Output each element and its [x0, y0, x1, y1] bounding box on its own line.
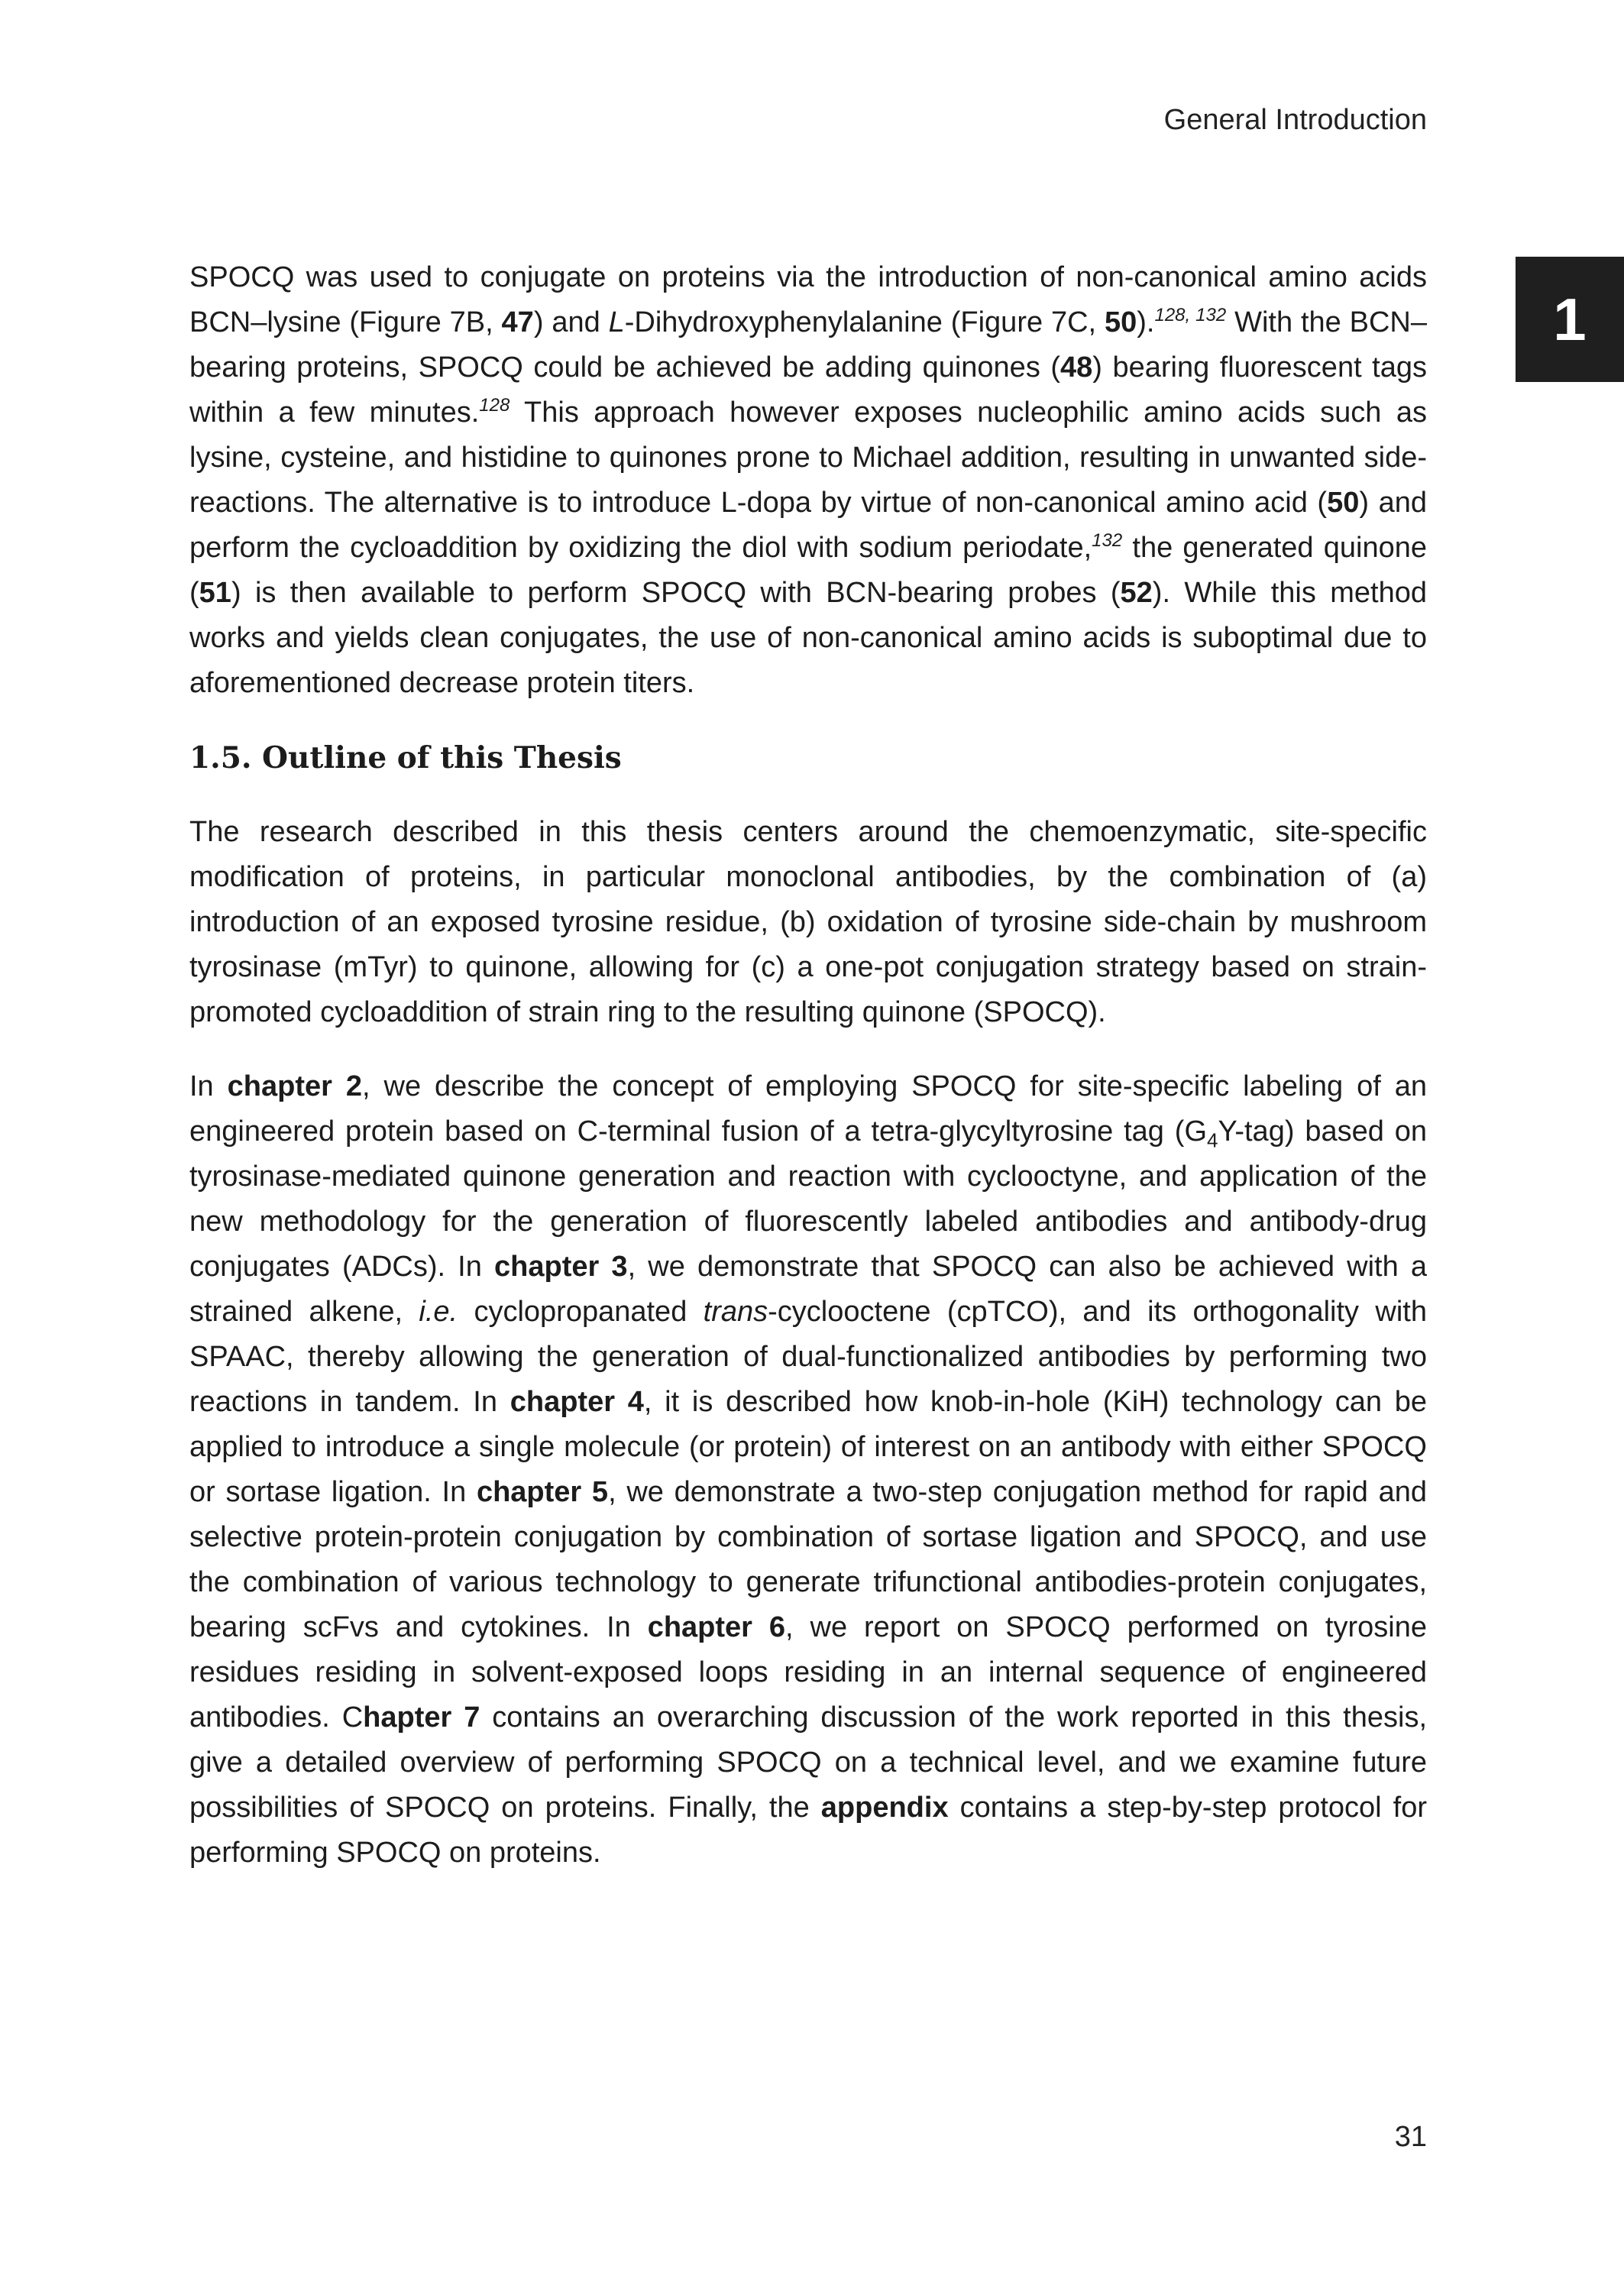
chapter-ref: chapter 6 — [647, 1611, 786, 1643]
compound-ref: 50 — [1327, 487, 1360, 519]
text-run: the generated quinone ( — [189, 532, 1427, 609]
compound-ref: 47 — [501, 306, 534, 338]
text-run: This approach however exposes nucleophilic amino acids such as lysine, cysteine, and histidine to quinones prone to Michael addition, resulting in unwanted side-reactions. The alternative is to introduce L-dopa by virtue of non-canonical amino acid ( — [189, 397, 1427, 519]
text-run: , we describe the concept of employing SPOCQ for site-specific labeling of an engineered protein based on C-terminal fusion of a tetra-glycyltyrosine tag (G — [189, 1070, 1427, 1148]
compound-ref: 50 — [1104, 306, 1137, 338]
chapter-ref: chapter 4 — [510, 1386, 644, 1418]
text-run: , we demonstrate a two-step conjugation method for rapid and selective protein-protein conjugation by combination of sortase ligation and SPOCQ, and use the combination of various technology to generate trifunctional antibodies-protein conjugates, bearing scFvs and cytokines. In — [189, 1476, 1427, 1643]
text-run: ) is then available to perform SPOCQ with BCN-bearing probes ( — [231, 577, 1121, 609]
citation: 128, 132 — [1154, 305, 1227, 325]
text-run: ) and perform the cycloaddition by oxidizing the diol with sodium periodate, — [189, 487, 1427, 564]
running-header: General Introduction — [1163, 104, 1427, 136]
chapter-ref: hapter 7 — [363, 1701, 480, 1734]
text-run: -cyclooctene (cpTCO), and its orthogonality with SPAAC, thereby allowing the generation of dual-functionalized antibodies by performing two reactions in tandem. In — [189, 1296, 1427, 1418]
chapter-ref: chapter 3 — [494, 1251, 628, 1283]
chapter-ref: chapter 5 — [476, 1476, 609, 1508]
text-run: -Dihydroxyphenylalanine (Figure 7C, — [624, 306, 1105, 338]
text-run: ). — [1137, 306, 1155, 338]
intro-paragraph — [189, 255, 1427, 706]
text-run: ) and — [533, 306, 609, 338]
text-run: , we report on SPOCQ performed on tyrosine residues residing in solvent-exposed loops residing in an internal sequence of engineered antibodies. C — [189, 1611, 1427, 1734]
italic-run: i.e. — [419, 1296, 458, 1328]
italic-run: L — [608, 306, 625, 338]
subscript: 4 — [1207, 1128, 1218, 1152]
research-paragraph: The research described in this thesis centers around the chemoenzymatic, site-specific modification of proteins, in particular monoclonal antibodies, by the combination of (a) introduction of an exposed tyrosine residue, (b) oxidation of tyrosine side-chain by mushroom tyrosinase (mTyr) to quinone, allowing for (c) a one-pot conjugation strategy based on strain-promoted cycloaddition of strain ring to the resulting quinone (SPOCQ). — [189, 816, 1427, 1028]
section-heading: 1.5. Outline of this Thesis — [189, 740, 622, 775]
compound-ref: 52 — [1120, 577, 1153, 609]
compound-ref: 48 — [1060, 351, 1093, 384]
text-run: In — [189, 1070, 228, 1102]
appendix-ref: appendix — [820, 1792, 949, 1824]
page-number: 31 — [1394, 2121, 1427, 2153]
compound-ref: 51 — [199, 577, 231, 609]
text-run: cyclopropanated — [458, 1296, 704, 1328]
text-run: Y-tag) based on tyrosinase-mediated quinone generation and reaction with cyclooctyne, and application of the new methodology for the generation of fluorescently labeled antibodies and antibody-drug conjugates (ADCs). In — [189, 1115, 1427, 1283]
citation: 128 — [479, 395, 510, 416]
text-run: SPOCQ was used to conjugate on proteins via the introduction of non-canonical amino acids BCN–lysine (Figure 7B, — [189, 261, 1427, 338]
italic-run: trans — [703, 1296, 768, 1328]
text-run: , it is described how knob-in-hole (KiH) technology can be applied to introduce a single molecule (or protein) of interest on an antibody with either SPOCQ or sortase ligation. In — [189, 1386, 1427, 1508]
text-run: ) bearing fluorescent tags within a few minutes. — [189, 351, 1427, 429]
chapter-tab: 1 — [1516, 257, 1624, 382]
page-body — [189, 255, 1427, 1876]
text-run: contains an overarching discussion of the work reported in this thesis, give a detailed overview of performing SPOCQ on a technical level, and we examine future possibilities of SPOCQ on proteins. Finally, the — [189, 1701, 1428, 1824]
chapters-paragraph — [189, 1064, 1427, 1876]
text-run: contains a step-by-step protocol for performing SPOCQ on proteins. — [189, 1792, 1427, 1869]
text-run: ). While this method works and yields clean conjugates, the use of non-canonical amino acids is suboptimal due to aforementioned decrease protein titers. — [189, 577, 1427, 699]
text-run: With the BCN–bearing proteins, SPOCQ could be achieved be adding quinones ( — [189, 306, 1428, 384]
chapter-ref: chapter 2 — [227, 1070, 362, 1102]
text-run: , we demonstrate that SPOCQ can also be achieved with a strained alkene, — [189, 1251, 1428, 1328]
citation: 132 — [1092, 530, 1123, 551]
